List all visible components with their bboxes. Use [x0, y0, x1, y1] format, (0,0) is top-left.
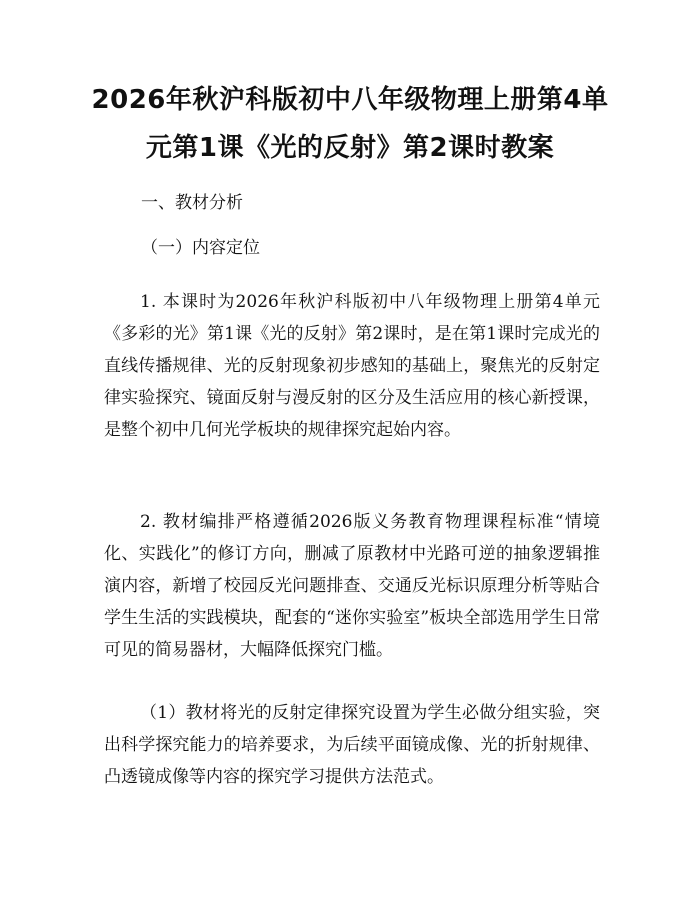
paragraph-3-text: （1）教材将光的反射定律探究设置为学生必做分组实验，突出科学探究能力的培养要求，为后续平面镜成像、光的折射规律、凸透镜成像等内容的探究学习提供方法范式。: [104, 703, 600, 787]
document-title-line-1: 2026年秋沪科版初中八年级物理上册第4单: [91, 85, 609, 115]
paragraph-3: [104, 697, 600, 793]
paragraph-1-text: 1. 本课时为2026年秋沪科版初中八年级物理上册第4单元《多彩的光》第1课《光的反射》第2课时，是在第1课时完成光的直线传播规律、光的反射现象初步感知的基础上，聚焦光的反射定律实验探究、镜面反射与漫反射的区分及生活应用的核心新授课，是整个初中几何光学板块的规律探究起始内容。: [104, 292, 600, 440]
paragraph-2-text: 2. 教材编排严格遵循2026版义务教育物理课程标准“情境化、实践化”的修订方向，删减了原教材中光路可逆的抽象逻辑推演内容，新增了校园反光问题排查、交通反光标识原理分析等贴合学生生活的实践模块，配套的“迷你实验室”板块全部选用学生日常可见的简易器材，大幅降低探究门槛。: [104, 512, 600, 660]
subsection-heading-content-positioning: （一）内容定位: [141, 238, 260, 258]
paragraph-2: [104, 506, 600, 666]
document-title-line-2: 元第1课《光的反射》第2课时教案: [145, 133, 555, 163]
paragraph-1: [104, 286, 600, 446]
section-heading-material-analysis: 一、教材分析: [141, 193, 243, 213]
